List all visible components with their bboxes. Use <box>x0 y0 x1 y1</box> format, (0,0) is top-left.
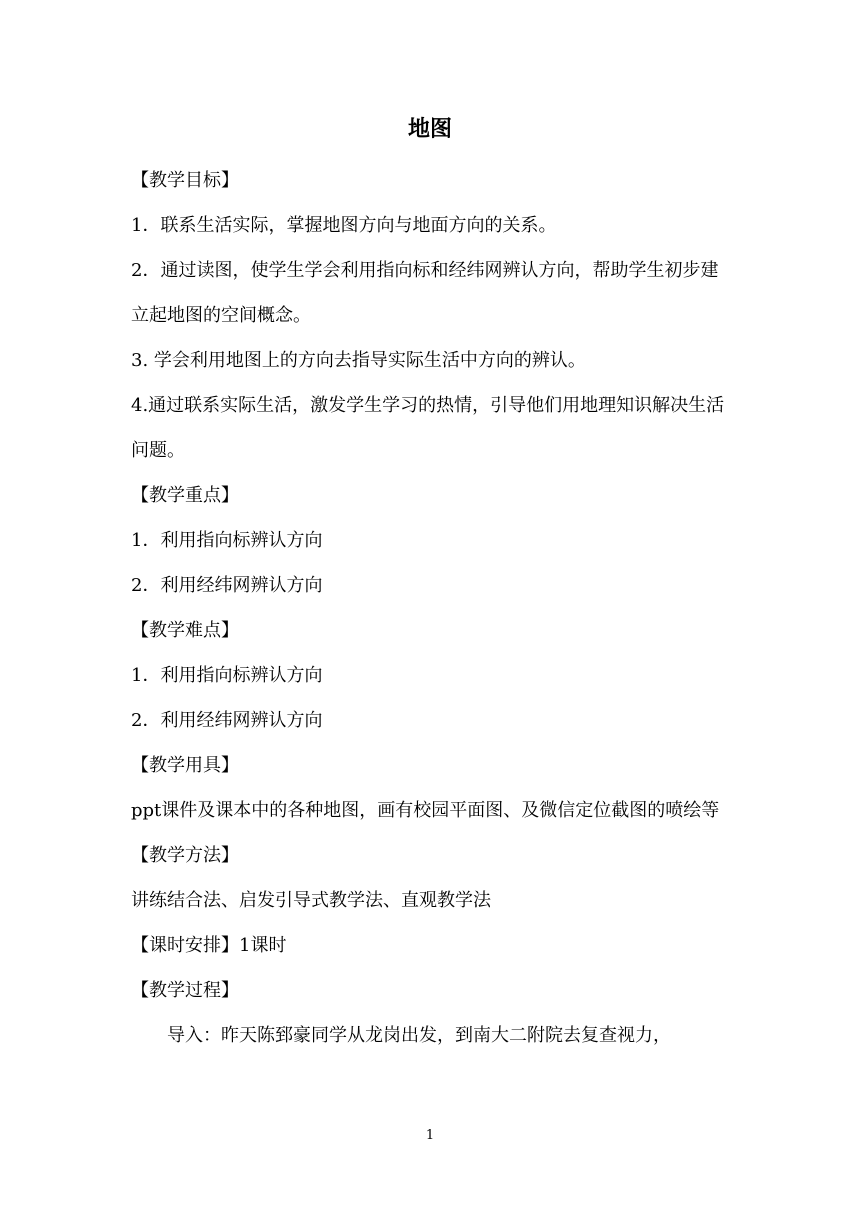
objective-item-2: 2．通过读图，使学生学会利用指向标和经纬网辨认方向，帮助学生初步建立起地图的空间概念。 <box>131 260 719 326</box>
teaching-methods-text: 讲练结合法、启发引导式教学法、直观教学法 <box>131 890 491 911</box>
key-point-item-2: 2．利用经纬网辨认方向 <box>131 575 323 596</box>
heading-difficulties: 【教学难点】 <box>131 620 239 641</box>
heading-teaching-methods: 【教学方法】 <box>131 845 239 866</box>
objective-item-1: 1．联系生活实际，掌握地图方向与地面方向的关系。 <box>131 215 557 236</box>
heading-teaching-process: 【教学过程】 <box>131 980 239 1001</box>
objective-item-4: 4.通过联系实际生活，激发学生学习的热情，引导他们用地理知识解决生活问题。 <box>131 395 725 461</box>
difficulty-item-2: 2．利用经纬网辨认方向 <box>131 710 323 731</box>
introduction-paragraph: 导入：昨天陈郅豪同学从龙岗出发，到南大二附院去复查视力， <box>167 1025 671 1046</box>
heading-teaching-objectives: 【教学目标】 <box>131 170 239 191</box>
objective-item-3: 3. 学会利用地图上的方向去指导实际生活中方向的辨认。 <box>131 350 586 371</box>
key-point-item-1: 1．利用指向标辨认方向 <box>131 530 323 551</box>
heading-teaching-tools: 【教学用具】 <box>131 755 239 776</box>
difficulty-item-1: 1．利用指向标辨认方向 <box>131 665 323 686</box>
page-number: 1 <box>425 1128 435 1143</box>
heading-key-points: 【教学重点】 <box>131 485 239 506</box>
document-title: 地图 <box>407 116 452 142</box>
teaching-tools-text: ppt课件及课本中的各种地图，画有校园平面图、及微信定位截图的喷绘等 <box>131 800 720 821</box>
document-body <box>131 158 731 1058</box>
class-hours-line: 【课时安排】1课时 <box>131 935 287 956</box>
